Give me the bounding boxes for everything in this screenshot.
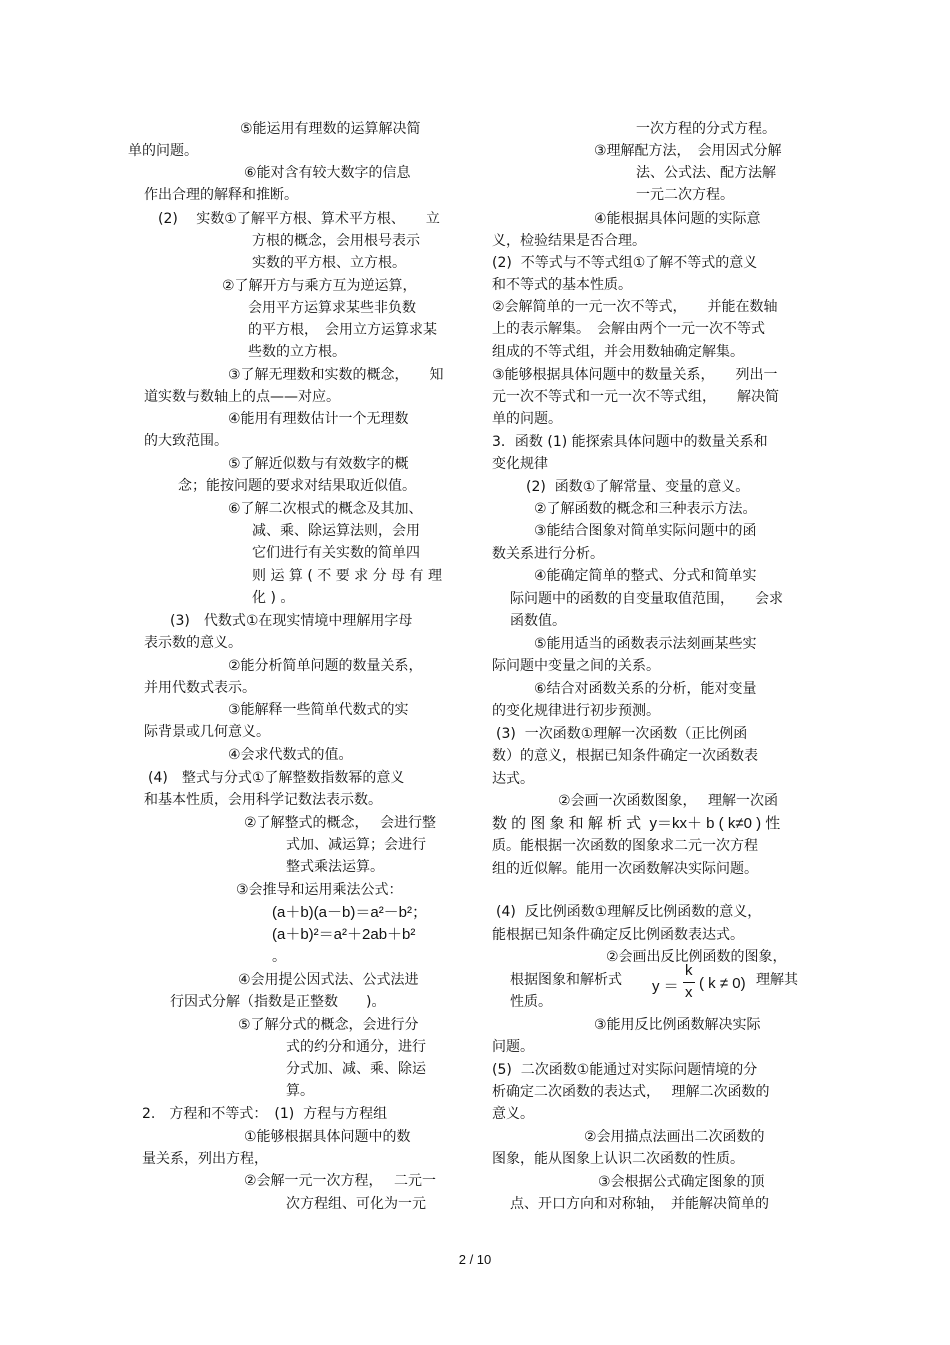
formula-numerator: k xyxy=(685,962,693,979)
right-line-9: ②会解简单的一元一次不等式， 并能在数轴 xyxy=(492,299,778,315)
left-line-24: 表示数的意义。 xyxy=(144,635,242,651)
left-line-26: 并用代数式表示。 xyxy=(144,680,256,696)
right-line-43: (5) 二次函数①能通过对实际问题情境的分 xyxy=(492,1062,758,1078)
formula-condition: ( k ≠ 0) xyxy=(699,975,746,992)
right-line-40: 性质。 xyxy=(510,994,552,1010)
right-line-15: 3．函数 (1) 能探索具体问题中的数量关系和 xyxy=(492,434,768,450)
right-line-25: 际问题中变量之间的关系。 xyxy=(492,658,660,674)
page-number: 2 / 10 xyxy=(458,1252,492,1267)
right-line-47: 图象，能从图象上认识二次函数的性质。 xyxy=(492,1151,744,1167)
right-line-30: 达式。 xyxy=(492,771,534,787)
left-line-35: ③会推导和运用乘法公式： xyxy=(236,882,403,898)
left-line-12: ③了解无理数和实数的概念， 知 xyxy=(228,367,444,383)
right-line-18: ②了解函数的概念和三种表示方法。 xyxy=(534,501,757,517)
left-line-38: 。 xyxy=(272,949,286,965)
inverse-proportion-formula xyxy=(652,962,762,1006)
left-line-37: (a＋b)²＝a²＋2ab＋b² xyxy=(272,926,416,943)
left-line-11: 些数的立方根。 xyxy=(248,344,346,360)
left-line-20: 它们进行有关实数的简单四 xyxy=(252,545,420,561)
left-line-16: ⑤了解近似数与有效数字的概 xyxy=(228,456,409,472)
left-line-36: (a＋b)(a－b)＝a²－b²； xyxy=(272,904,428,921)
right-line-8: 和不等式的基本性质。 xyxy=(492,277,632,293)
left-line-32: ②了解整式的概念， 会进行整 xyxy=(244,815,437,831)
right-line-1: 一次方程的分式方程。 xyxy=(636,121,776,137)
left-line-43: 分式加、减、乘、除运 xyxy=(286,1061,426,1077)
right-line-3: 法、公式法、配方法解 xyxy=(636,165,776,181)
right-line-37: ②会画出反比例函数的图象， xyxy=(606,949,787,965)
right-line-35: (4) 反比例函数①理解反比例函数的意义， xyxy=(496,904,762,920)
right-line-48: ③会根据公式确定图象的顶 xyxy=(598,1174,765,1190)
right-line-41: ③能用反比例函数解决实际 xyxy=(594,1017,761,1033)
left-line-47: 量关系，列出方程， xyxy=(142,1151,268,1167)
right-line-31: ②会画一次函数图象， 理解一次函 xyxy=(558,793,779,809)
right-line-12: ③能够根据具体问题中的数量关系， 列出一 xyxy=(492,367,778,383)
left-line-46: ①能够根据具体问题中的数 xyxy=(244,1129,411,1145)
right-line-20: 数关系进行分析。 xyxy=(492,546,604,562)
left-line-23: (3) 代数式①在现实情境中理解用字母 xyxy=(170,613,413,629)
right-line-7: (2) 不等式与不等式组①了解不等式的意义 xyxy=(492,255,758,271)
left-line-10: 的平方根， 会用立方运算求某 xyxy=(248,322,437,338)
right-line-34: 组的近似解。能用一次函数解决实际问题。 xyxy=(492,861,758,877)
fraction-bar xyxy=(683,982,695,983)
left-line-45: 2. 方程和不等式： (1) 方程与方程组 xyxy=(142,1106,388,1122)
right-line-42: 问题。 xyxy=(492,1039,534,1055)
left-line-5: (2) 实数①了解平方根、算术平方根、 立 xyxy=(158,211,440,227)
right-line-32: 数 的 图 象 和 解 析 式 y＝kx＋ b ( k≠0 ) 性 xyxy=(492,815,781,832)
left-line-41: ⑤了解分式的概念，会进行分 xyxy=(238,1017,419,1033)
left-line-30: (4) 整式与分式①了解整数指数幂的意义 xyxy=(148,770,405,786)
right-line-21: ④能确定简单的整式、分式和简单实 xyxy=(534,568,757,584)
left-line-3: ⑥能对含有较大数字的信息 xyxy=(244,165,411,181)
right-line-22: 际问题中的函数的自变量取值范围， 会求 xyxy=(510,591,783,607)
right-line-16: 变化规律 xyxy=(492,456,548,472)
right-line-44: 析确定二次函数的表达式， 理解二次函数的 xyxy=(492,1084,770,1100)
left-line-2: 单的问题。 xyxy=(128,143,198,159)
right-line-5: ④能根据具体问题的实际意 xyxy=(594,211,761,227)
left-line-25: ②能分析简单问题的数量关系， xyxy=(228,658,423,674)
left-line-9: 会用平方运算求某些非负数 xyxy=(248,300,416,316)
left-line-19: 减、乘、除运算法则，会用 xyxy=(252,523,420,539)
left-line-17: 念；能按问题的要求对结果取近似值。 xyxy=(178,478,416,494)
right-line-39: 理解其 xyxy=(756,972,798,988)
left-line-18: ⑥了解二次根式的概念及其加、 xyxy=(228,501,423,517)
left-line-42: 式的约分和通分，进行 xyxy=(286,1039,426,1055)
right-line-24: ⑤能用适当的函数表示法刻画某些实 xyxy=(534,636,757,652)
left-line-34: 整式乘法运算。 xyxy=(286,859,384,875)
right-line-10: 上的表示解集。 会解由两个一元一次不等式 xyxy=(492,321,765,337)
right-line-23: 函数值。 xyxy=(510,613,566,629)
left-line-31: 和基本性质，会用科学记数法表示数。 xyxy=(144,792,382,808)
left-line-48: ②会解一元一次方程， 二元一 xyxy=(244,1173,437,1189)
left-line-40: 行因式分解（指数是正整数 )。 xyxy=(170,994,386,1010)
right-line-26: ⑥结合对函数关系的分析，能对变量 xyxy=(534,681,757,697)
left-line-39: ④会用提公因式法、公式法进 xyxy=(238,972,419,988)
left-line-33: 式加、减运算；会进行 xyxy=(286,837,426,853)
left-line-8: ②了解开方与乘方互为逆运算， xyxy=(222,278,417,294)
left-line-21: 则 运 算 ( 不 要 求 分 母 有 理 xyxy=(252,568,442,584)
right-line-2: ③理解配方法， 会用因式分解 xyxy=(594,143,782,159)
right-line-4: 一元二次方程。 xyxy=(636,187,734,203)
right-line-19: ③能结合图象对简单实际问题中的函 xyxy=(534,523,757,539)
right-line-14: 单的问题。 xyxy=(492,411,562,427)
right-line-29: 数）的意义，根据已知条件确定一次函数表 xyxy=(492,748,758,764)
left-line-29: ④会求代数式的值。 xyxy=(228,747,353,763)
left-line-49: 次方程组、可化为一元 xyxy=(286,1196,426,1212)
left-line-6: 方根的概念，会用根号表示 xyxy=(252,233,420,249)
left-line-27: ③能解释一些简单代数式的实 xyxy=(228,702,409,718)
right-line-28: (3) 一次函数①理解一次函数（正比例函 xyxy=(496,726,748,742)
right-line-33: 质。能根据一次函数的图象求二元一次方程 xyxy=(492,838,758,854)
left-line-4: 作出合理的解释和推断。 xyxy=(144,187,298,203)
left-line-14: ④能用有理数估计一个无理数 xyxy=(228,411,409,427)
right-line-6: 义，检验结果是否合理。 xyxy=(492,233,646,249)
left-line-13: 道实数与数轴上的点——对应。 xyxy=(144,389,340,405)
right-line-36: 能根据已知条件确定反比例函数表达式。 xyxy=(492,927,744,943)
right-line-11: 组成的不等式组，并会用数轴确定解集。 xyxy=(492,344,744,360)
left-line-28: 际背景或几何意义。 xyxy=(144,724,270,740)
right-line-13: 元一次不等式和一元一次不等式组， 解决简 xyxy=(492,389,779,405)
left-line-22: 化 ) 。 xyxy=(252,590,295,606)
left-line-1: ⑤能运用有理数的运算解决简 xyxy=(240,121,421,137)
right-line-46: ②会用描点法画出二次函数的 xyxy=(584,1129,765,1145)
formula-lhs: y ＝ xyxy=(652,978,679,995)
left-line-15: 的大致范围。 xyxy=(144,433,228,449)
right-line-49: 点、开口方向和对称轴， 并能解决简单的 xyxy=(510,1196,769,1212)
left-line-7: 实数的平方根、立方根。 xyxy=(252,255,406,271)
left-line-44: 算。 xyxy=(286,1083,314,1099)
formula-denominator: x xyxy=(685,984,693,1001)
right-line-38: 根据图象和解析式 xyxy=(510,972,622,988)
right-line-17: (2) 函数①了解常量、变量的意义。 xyxy=(526,479,750,495)
right-line-45: 意义。 xyxy=(492,1106,534,1122)
right-line-27: 的变化规律进行初步预测。 xyxy=(492,703,660,719)
